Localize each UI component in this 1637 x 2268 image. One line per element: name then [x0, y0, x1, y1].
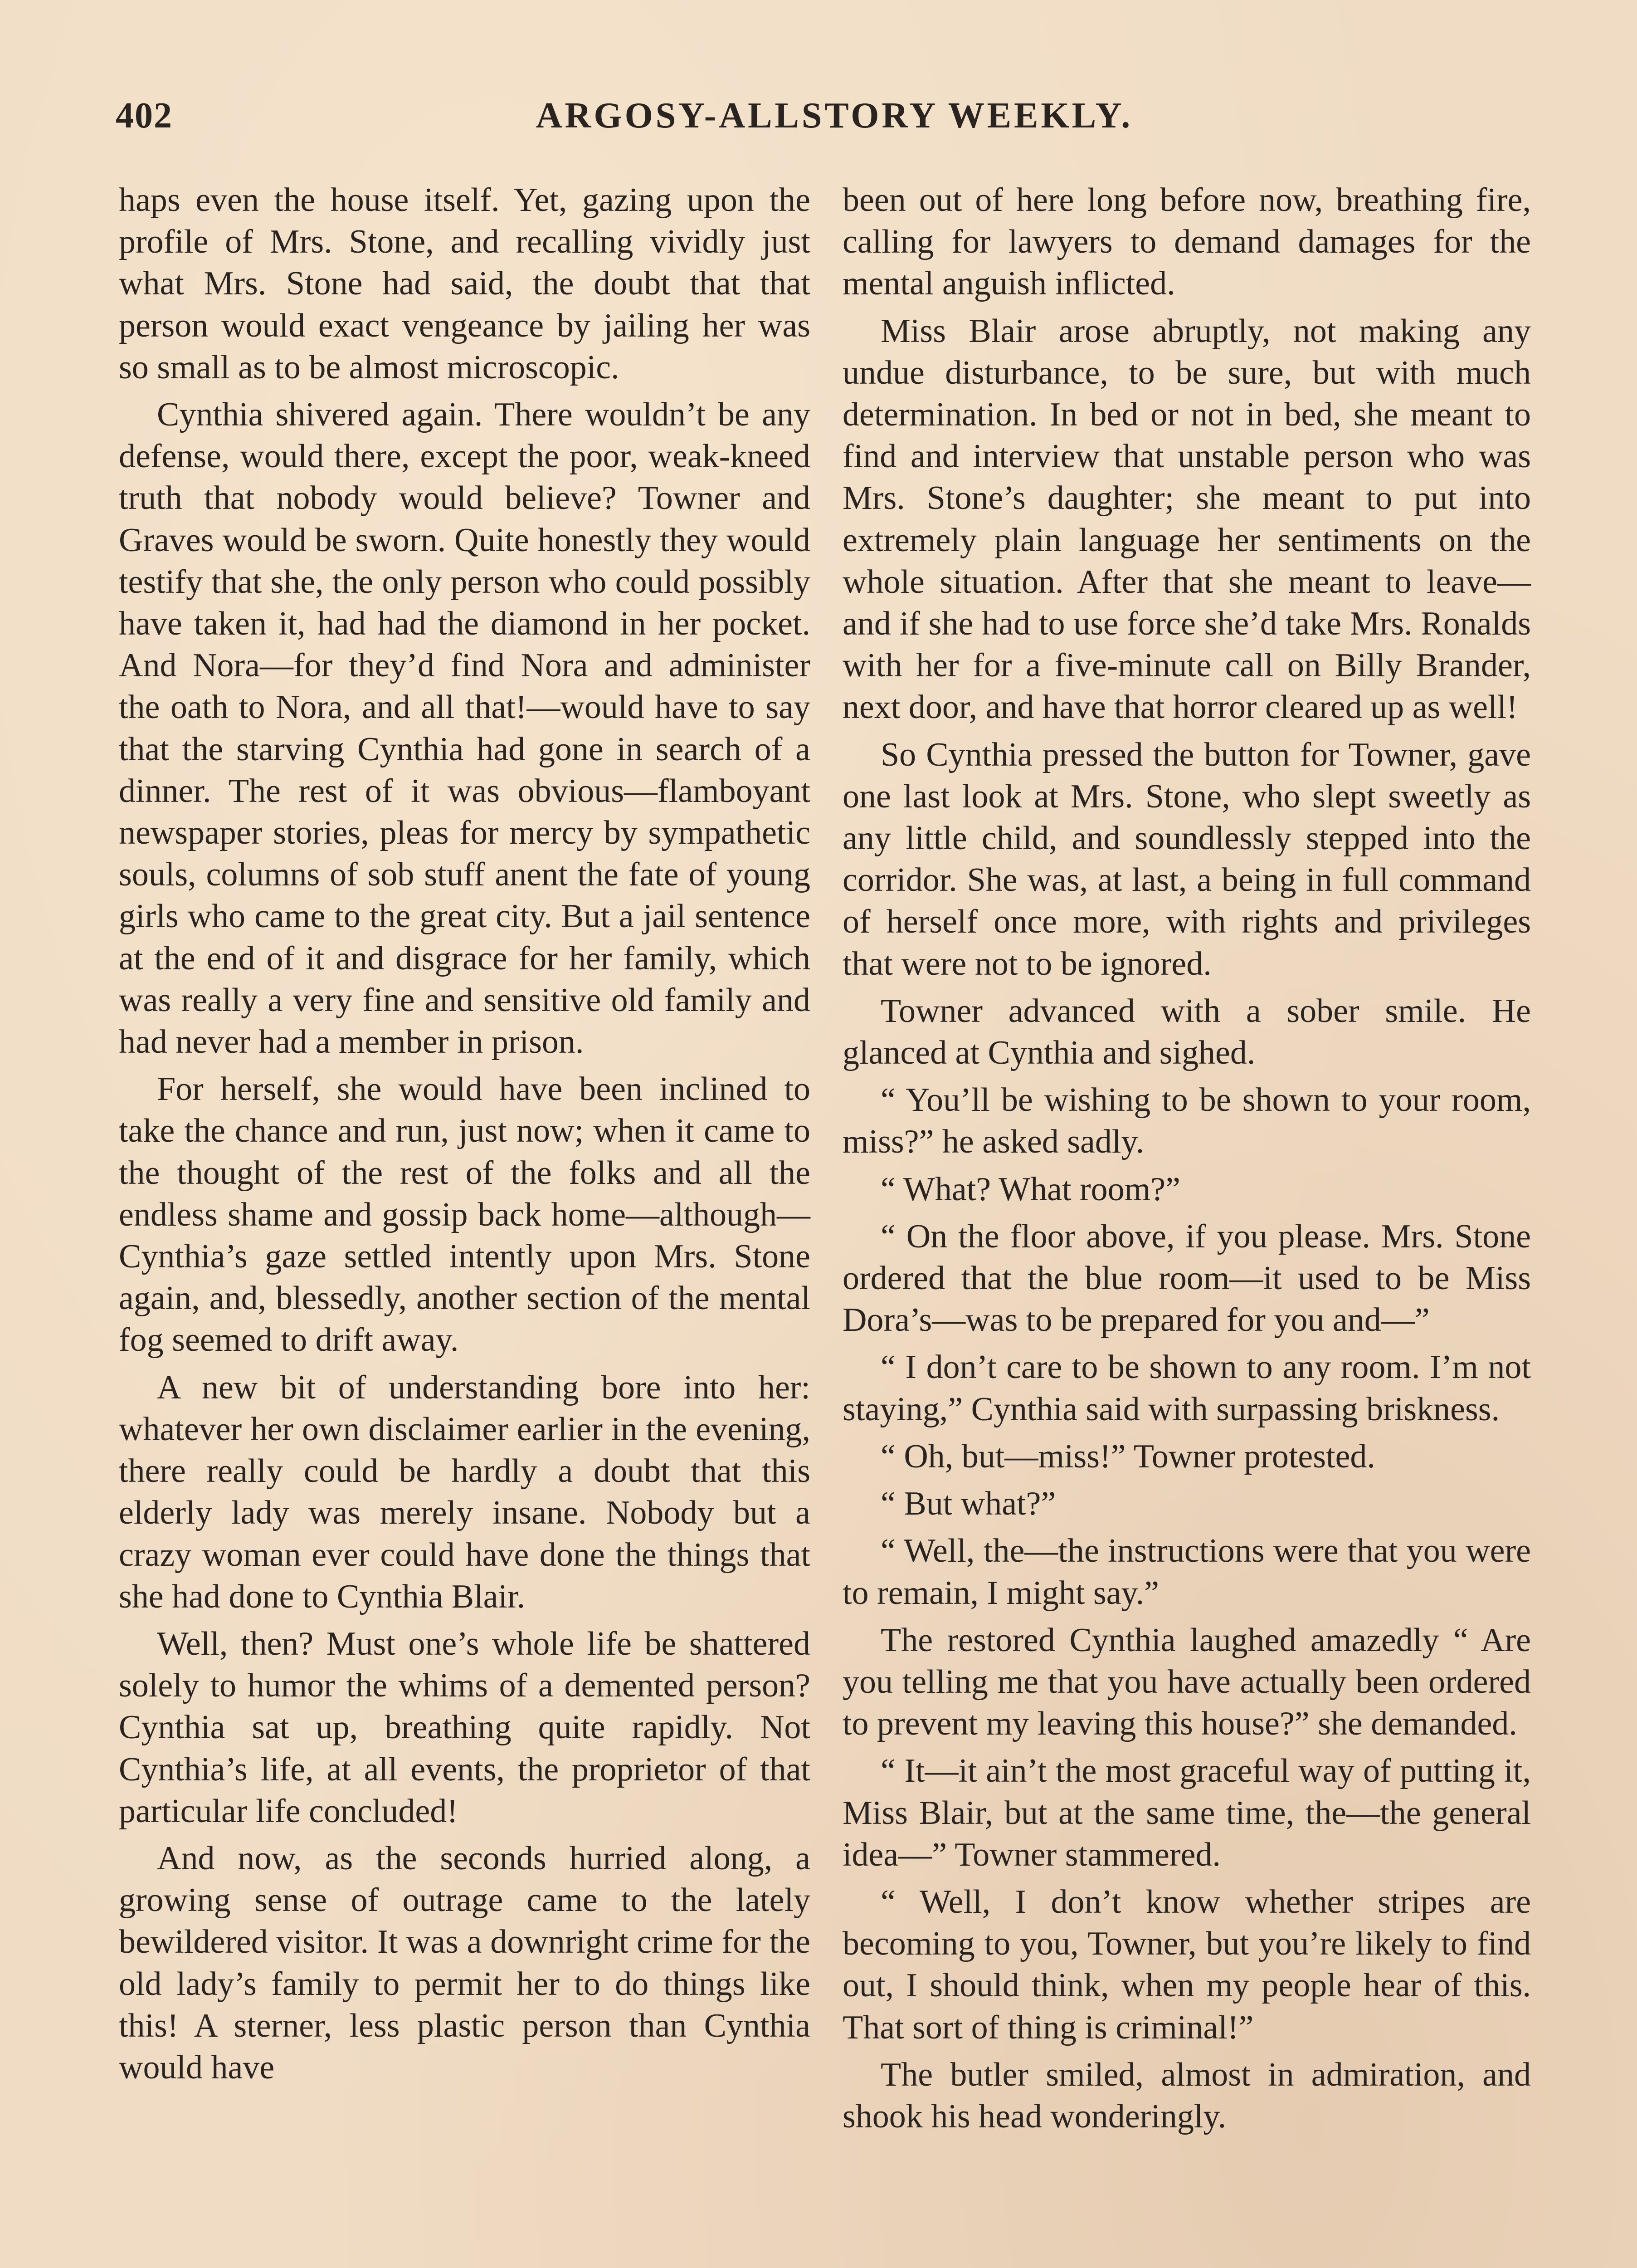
page-number: 402: [116, 96, 173, 136]
paragraph: “ On the floor above, if you please. Mrs. Stone ordered that the blue room—it used to be Miss Dora’s—was to be prepared for you and—”: [843, 1217, 1531, 1339]
paragraph: For herself, she would have been inclined to take the chance and run, just now; when it came to the thought of the rest of the folks and all the endless shame and gossip back home—although— Cynthia’s gaze settled intently upon Mrs. Stone again, and, blessedly, another section of the mental fog seemed to drift away.: [119, 1070, 810, 1359]
running-head: ARGOSY-ALLSTORY WEEKLY.: [536, 96, 1133, 136]
paragraph: Cynthia shivered again. There wouldn’t be any defense, would there, except the poor, weak-kneed truth that nobody would believe? Towner and Graves would be sworn. Quite honestly they would testify that she, the only person who could possibly have taken it, had had the diamond in her pocket. And Nora—for they’d find Nora and administer the oath to Nora, and all that!—would have to say that the starving Cynthia had gone in search of a dinner. The rest of it was obvious—flamboyant newspaper stories, pleas for mercy by sympathetic souls, columns of sob stuff anent the fate of young girls who came to the great city. But a jail sentence at the end of it and disgrace for her family, which was really a very fine and sensitive old family and had never had a member in prison.: [119, 396, 810, 1061]
paragraph: Towner advanced with a sober smile. He glanced at Cynthia and sighed.: [843, 992, 1531, 1072]
paragraph: Miss Blair arose abruptly, not making any undue disturbance, to be sure, but with much determination. In bed or not in bed, she meant to find and interview that unstable person who was Mrs. Stone’s daughter; she meant to put into extremely plain language her sentiments on the whole situation. After that she meant to leave—and if she had to use force she’d take Mrs. Ronalds with her for a five-minute call on Billy Brander, next door, and have that horror cleared up as well!: [843, 312, 1531, 726]
left-column: [119, 179, 810, 2094]
right-column: [843, 179, 1531, 2143]
paragraph: Well, then? Must one’s whole life be shattered solely to humor the whims of a demented person? Cynthia sat up, breathing quite rapidly. Not Cynthia’s life, at all events, the proprietor of that particular life concluded!: [119, 1625, 810, 1830]
paragraph: So Cynthia pressed the button for Towner, gave one last look at Mrs. Stone, who slept sweetly as any little child, and soundlessly stepped into the corridor. She was, at last, a being in full command of herself once more, with rights and privileges that were not to be ignored.: [843, 736, 1531, 982]
paragraph: “ What? What room?”: [881, 1170, 1180, 1208]
paragraph: “ But what?”: [881, 1485, 1056, 1523]
paragraph: The restored Cynthia laughed amazedly “ Are you telling me that you have actually been ordered to prevent my leaving this house?” she demanded.: [843, 1621, 1531, 1743]
paragraph: “ Well, I don’t know whether stripes are becoming to you, Towner, but you’re likely to find out, I should think, when my people hear of this. That sort of thing is criminal!”: [843, 1883, 1531, 2046]
paragraph: “ You’ll be wishing to be shown to your room, miss?” he asked sadly.: [843, 1081, 1531, 1161]
paragraph: The butler smiled, almost in admiration, and shook his head wonderingly.: [843, 2056, 1531, 2135]
paragraph: “ Oh, but—miss!” Towner protested.: [881, 1437, 1375, 1475]
paragraph: And now, as the seconds hurried along, a growing sense of outrage came to the lately bewildered visitor. It was a downright crime for the old lady’s family to permit her to do things like this! A sterner, less plastic person than Cynthia would have: [119, 1839, 810, 2086]
paragraph: “ It—it ain’t the most graceful way of putting it, Miss Blair, but at the same time, the—the general idea—” Towner stammered.: [843, 1752, 1531, 1873]
paragraph: haps even the house itself. Yet, gazing upon the profile of Mrs. Stone, and recalling vividly just what Mrs. Stone had said, the doubt that that person would exact vengeance by jailing her was so small as to be almost microscopic.: [119, 181, 810, 386]
page-header: [116, 95, 1553, 154]
paragraph: “ Well, the—the instructions were that you were to remain, I might say.”: [843, 1532, 1531, 1612]
paragraph: “ I don’t care to be shown to any room. I’m not staying,” Cynthia said with surpassing briskness.: [843, 1349, 1531, 1428]
paragraph: A new bit of understanding bore into her: whatever her own disclaimer earlier in the evening, there really could be hardly a doubt that this elderly lady was merely insane. Nobody but a crazy woman ever could have done the things that she had done to Cynthia Blair.: [119, 1369, 810, 1615]
paragraph: been out of here long before now, breathing fire, calling for lawyers to demand damages for the mental anguish inflicted.: [843, 181, 1531, 303]
